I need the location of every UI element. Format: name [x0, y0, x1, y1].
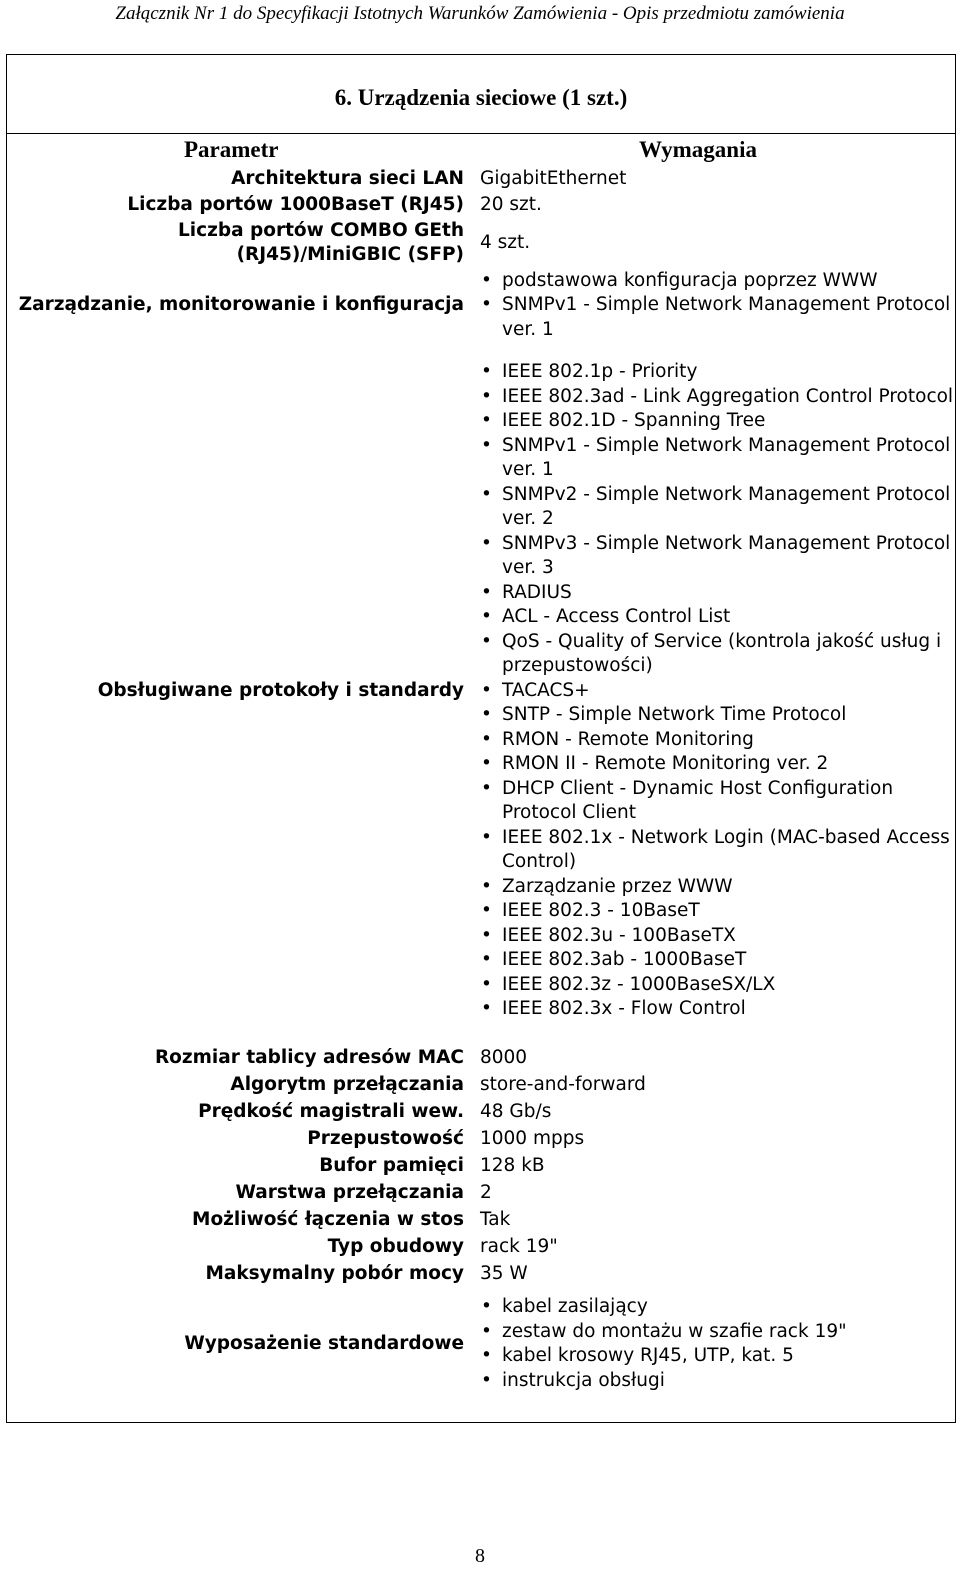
row-value	[471, 343, 955, 1039]
list-item-text: Zarządzanie przez WWW	[502, 875, 733, 897]
bullet-icon: •	[481, 630, 492, 652]
list-item-text: IEEE 802.3x - Flow Control	[502, 998, 746, 1020]
bullet-icon: •	[481, 728, 492, 750]
list-item	[480, 826, 955, 875]
list-item-text: IEEE 802.3ab - 1000BaseT	[502, 949, 747, 971]
list-item-text: RADIUS	[502, 581, 572, 603]
bullet-icon: •	[481, 875, 492, 897]
list-item	[480, 630, 955, 679]
list-item-text: kabel zasilający	[502, 1296, 648, 1317]
list-item	[480, 875, 955, 900]
list-item-text: RMON II - Remote Monitoring ver. 2	[502, 753, 829, 775]
row-bus-speed	[7, 1099, 955, 1126]
list-item-text: ACL - Access Control List	[502, 606, 731, 628]
row-value: 35 W	[480, 1263, 528, 1285]
row-lan-architecture	[7, 166, 955, 192]
row-management	[7, 268, 955, 343]
list-item	[480, 703, 955, 728]
row-label: Typ obudowy	[327, 1236, 464, 1258]
list-item-text: QoS - Quality of Service (kontrola jakość usług i przepustowości)	[502, 630, 942, 677]
list-item-text: IEEE 802.3ad - Link Aggregation Control Protocol	[502, 385, 954, 407]
list-item-text: TACACS+	[502, 679, 590, 701]
row-label: Algorytm przełączania	[230, 1074, 464, 1096]
list-item	[480, 973, 955, 998]
list-item-text: podstawowa konfiguracja poprzez WWW	[502, 269, 878, 291]
bullet-icon: •	[481, 606, 492, 628]
row-stacking	[7, 1207, 955, 1234]
bullet-icon: •	[481, 704, 492, 726]
row-value: 128 kB	[480, 1155, 545, 1177]
title-divider	[7, 133, 955, 134]
row-value: 1000 mpps	[480, 1128, 585, 1150]
list-item	[480, 1320, 955, 1345]
list-item-text: IEEE 802.3 - 10BaseT	[502, 900, 700, 922]
bullet-list	[480, 360, 955, 1022]
list-item	[480, 899, 955, 924]
bullet-icon: •	[481, 949, 492, 971]
row-label: Zarządzanie, monitorowanie i konfiguracja	[18, 294, 464, 316]
column-header-requirements: Wymagania	[639, 137, 757, 162]
list-item	[480, 924, 955, 949]
row-label-line: Liczba portów COMBO GEth	[177, 219, 464, 241]
bullet-icon: •	[481, 679, 492, 701]
bullet-icon: •	[481, 1296, 492, 1317]
list-item	[480, 293, 955, 342]
row-label: Warstwa przełączania	[235, 1182, 464, 1204]
bullet-icon: •	[481, 826, 492, 848]
list-item-text: RMON - Remote Monitoring	[502, 728, 754, 750]
bullet-icon: •	[481, 1320, 492, 1342]
row-value: store-and-forward	[480, 1074, 646, 1096]
list-item-text: IEEE 802.3u - 100BaseTX	[502, 924, 736, 946]
list-item	[480, 752, 955, 777]
row-value: 48 Gb/s	[480, 1101, 552, 1123]
list-item-text: kabel krosowy RJ45, UTP, kat. 5	[502, 1345, 794, 1366]
row-value: GigabitEthernet	[480, 167, 627, 189]
row-label: Przepustowość	[307, 1128, 464, 1150]
row-label: Wyposażenie standardowe	[184, 1332, 464, 1354]
list-item-text: SNMPv2 - Simple Network Management Protocol ver. 2	[502, 483, 951, 530]
bullet-icon: •	[481, 581, 492, 603]
list-item-text: SNTP - Simple Network Time Protocol	[502, 704, 847, 726]
bullet-icon: •	[481, 410, 492, 432]
bullet-icon: •	[481, 532, 492, 554]
list-item	[480, 679, 955, 704]
row-value: 20 szt.	[480, 193, 542, 215]
row-protocols	[7, 343, 955, 1039]
bullet-list	[480, 269, 955, 343]
row-label: Liczba portów 1000BaseT (RJ45)	[127, 193, 464, 215]
bullet-icon: •	[481, 269, 492, 291]
row-label: Obsługiwane protokoły i standardy	[97, 679, 464, 701]
row-case-type	[7, 1234, 955, 1261]
list-item	[480, 409, 955, 434]
list-item	[480, 948, 955, 973]
list-item	[480, 1344, 955, 1369]
row-value: 4 szt.	[480, 231, 531, 253]
list-item	[480, 777, 955, 826]
row-value: Tak	[480, 1209, 511, 1231]
list-item-text: IEEE 802.1D - Spanning Tree	[502, 410, 766, 432]
bullet-icon: •	[481, 998, 492, 1020]
row-switching-algorithm	[7, 1072, 955, 1099]
row-label: Architektura sieci LAN	[231, 167, 464, 189]
page-number: 8	[475, 1545, 485, 1567]
row-buffer	[7, 1153, 955, 1180]
spec-table	[6, 54, 956, 1423]
list-item	[480, 360, 955, 385]
row-label: Prędkość magistrali wew.	[198, 1101, 464, 1123]
row-label-line: (RJ45)/MiniGBIC (SFP)	[236, 244, 464, 265]
list-item-text: DHCP Client - Dynamic Host Configuration Protocol Client	[502, 777, 894, 824]
row-ports-1000baset	[7, 192, 955, 218]
list-item	[480, 581, 955, 606]
bullet-icon: •	[481, 753, 492, 775]
bullet-icon: •	[481, 1345, 492, 1366]
list-item-text: IEEE 802.1x - Network Login (MAC-based Access Control)	[502, 826, 950, 873]
row-throughput	[7, 1126, 955, 1153]
row-value	[471, 268, 955, 343]
document-header: Załącznik Nr 1 do Specyfikacji Istotnych Warunków Zamówienia - Opis przedmiotu zamówienia	[115, 3, 845, 24]
bullet-icon: •	[481, 777, 492, 799]
bullet-list	[480, 1295, 955, 1393]
row-label: Możliwość łączenia w stos	[192, 1209, 464, 1231]
row-combo-ports	[7, 218, 955, 268]
list-item	[480, 434, 955, 483]
row-value: 8000	[480, 1047, 528, 1069]
list-item-text: instrukcja obsługi	[502, 1369, 665, 1391]
row-switching-layer	[7, 1180, 955, 1207]
list-item-text: SNMPv1 - Simple Network Management Protocol ver. 1	[502, 294, 951, 340]
list-item	[480, 605, 955, 630]
row-value: rack 19"	[480, 1236, 558, 1258]
row-max-power	[7, 1261, 955, 1288]
section-title: 6. Urządzenia sieciowe (1 szt.)	[334, 85, 628, 110]
list-item	[480, 385, 955, 410]
bullet-icon: •	[481, 434, 492, 456]
bullet-icon: •	[481, 361, 492, 383]
bullet-icon: •	[481, 924, 492, 946]
list-item-text: IEEE 802.3z - 1000BaseSX/LX	[502, 973, 776, 995]
list-item	[480, 1369, 955, 1394]
list-item	[480, 1295, 955, 1320]
row-label	[7, 218, 471, 268]
row-value	[471, 1292, 955, 1396]
bullet-icon: •	[481, 900, 492, 922]
list-item	[480, 997, 955, 1022]
row-label: Bufor pamięci	[319, 1155, 464, 1177]
bullet-icon: •	[481, 294, 492, 316]
list-item	[480, 269, 955, 294]
bullet-icon: •	[481, 1369, 492, 1391]
row-label: Maksymalny pobór mocy	[205, 1263, 464, 1285]
list-item-text: SNMPv1 - Simple Network Management Protocol ver. 1	[502, 434, 951, 481]
list-item	[480, 532, 955, 581]
bullet-icon: •	[481, 973, 492, 995]
row-mac-table	[7, 1045, 955, 1072]
bullet-icon: •	[481, 385, 492, 407]
bullet-icon: •	[481, 483, 492, 505]
list-item-text: SNMPv3 - Simple Network Management Protocol ver. 3	[502, 532, 951, 579]
row-value: 2	[480, 1182, 492, 1204]
column-header-parameter: Parametr	[184, 137, 279, 162]
list-item	[480, 728, 955, 753]
list-item-text: zestaw do montażu w szafie rack 19"	[502, 1320, 847, 1342]
row-label: Rozmiar tablicy adresów MAC	[154, 1047, 464, 1069]
row-standard-equipment	[7, 1292, 955, 1396]
list-item	[480, 483, 955, 532]
list-item-text: IEEE 802.1p - Priority	[502, 361, 698, 383]
